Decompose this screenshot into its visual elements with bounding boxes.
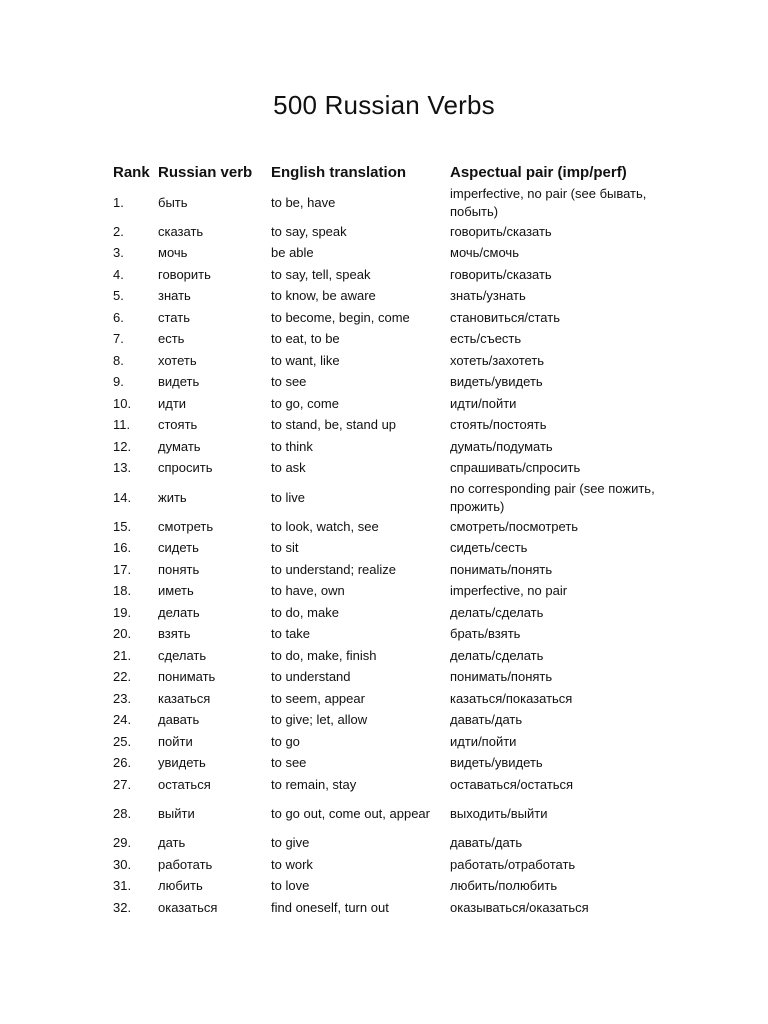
aspectual-pair-cell [450,796,660,833]
english-translation-cell-text: to take [271,626,311,642]
english-translation-cell [271,329,443,351]
russian-verb-cell-text: сделать [158,647,207,663]
rank-cell-text: 1. [113,194,124,210]
aspectual-pair-cell [450,559,660,581]
table-row [0,221,768,243]
verb-table [0,184,768,919]
russian-verb-cell-text: пойти [158,733,193,749]
rank-cell [113,624,155,646]
aspectual-pair-cell [450,602,660,624]
russian-verb-cell-text: мочь [158,245,188,261]
english-translation-cell-text: to see [271,374,307,390]
russian-verb-cell [158,221,268,243]
russian-verb-cell-text: взять [158,626,191,642]
russian-verb-cell [158,602,268,624]
aspectual-pair-cell [450,264,660,286]
aspectual-pair-cell-text: давать/дать [450,712,523,728]
russian-verb-cell-text: понять [158,561,200,577]
aspectual-pair-cell [450,854,660,876]
russian-verb-cell-text: сказать [158,223,204,239]
english-translation-cell [271,372,443,394]
russian-verb-cell [158,479,268,516]
rank-cell [113,350,155,372]
english-translation-cell [271,897,443,919]
rank-cell [113,458,155,480]
english-translation-cell [271,710,443,732]
header-rank: Rank [113,164,150,181]
english-translation-cell-text: to do, make, finish [271,647,377,663]
aspectual-pair-cell-text: думать/подумать [450,438,553,454]
russian-verb-cell-text: иметь [158,583,194,599]
header-russian-verb: Russian verb [158,164,253,181]
english-translation-cell-text: to remain, stay [271,776,357,792]
russian-verb-cell [158,243,268,265]
russian-verb-cell-text: дать [158,835,186,851]
aspectual-pair-cell-text: знать/узнать [450,288,526,304]
rank-cell-text: 23. [113,690,132,706]
english-translation-cell-text: to live [271,489,305,505]
aspectual-pair-cell [450,581,660,603]
table-row [0,667,768,689]
table-row [0,624,768,646]
aspectual-pair-cell-text: спрашивать/спросить [450,460,581,476]
rank-cell [113,731,155,753]
russian-verb-cell-text: спросить [158,460,213,476]
rank-cell [113,796,155,833]
english-translation-cell [271,667,443,689]
aspectual-pair-cell [450,731,660,753]
english-translation-cell [271,538,443,560]
rank-cell [113,307,155,329]
russian-verb-cell-text: любить [158,878,203,894]
english-translation-cell [271,221,443,243]
rank-cell-text: 19. [113,604,132,620]
table-row [0,602,768,624]
table-row [0,286,768,308]
rank-cell-text: 24. [113,712,132,728]
english-translation-cell [271,436,443,458]
rank-cell-text: 21. [113,647,132,663]
table-row [0,559,768,581]
english-translation-cell-text: to give; let, allow [271,712,368,728]
rank-cell-text: 29. [113,835,132,851]
table-row [0,329,768,351]
russian-verb-cell-text: видеть [158,374,200,390]
english-translation-cell [271,774,443,796]
english-translation-cell [271,645,443,667]
english-translation-cell [271,286,443,308]
rank-cell-text: 32. [113,899,132,915]
english-translation-cell [271,796,443,833]
rank-cell [113,264,155,286]
aspectual-pair-cell-text: хотеть/захотеть [450,352,545,368]
russian-verb-cell [158,372,268,394]
rank-cell-text: 11. [113,417,131,433]
aspectual-pair-cell [450,350,660,372]
english-translation-cell [271,393,443,415]
aspectual-pair-cell-text: идти/пойти [450,733,517,749]
rank-cell [113,372,155,394]
table-row [0,458,768,480]
russian-verb-cell [158,350,268,372]
english-translation-cell [271,479,443,516]
table-row [0,372,768,394]
table-row [0,796,768,833]
header-aspectual-pair: Aspectual pair (imp/perf) [450,164,627,181]
rank-cell [113,538,155,560]
aspectual-pair-cell-text: становиться/стать [450,309,560,325]
english-translation-cell-text: to stand, be, stand up [271,417,397,433]
rank-cell [113,221,155,243]
english-translation-cell [271,581,443,603]
table-row [0,307,768,329]
russian-verb-cell [158,559,268,581]
aspectual-pair-cell [450,753,660,775]
table-row [0,645,768,667]
russian-verb-cell [158,538,268,560]
rank-cell [113,854,155,876]
english-translation-cell [271,307,443,329]
russian-verb-cell-text: хотеть [158,352,197,368]
aspectual-pair-cell [450,221,660,243]
aspectual-pair-cell-text: идти/пойти [450,395,517,411]
rank-cell-text: 31. [113,878,132,894]
table-row [0,516,768,538]
english-translation-cell-text: to know, be aware [271,288,376,304]
aspectual-pair-cell-text: казаться/показаться [450,690,573,706]
table-row [0,774,768,796]
russian-verb-cell-text: сидеть [158,540,199,556]
english-translation-cell-text: to become, begin, come [271,309,410,325]
table-row [0,436,768,458]
table-row [0,897,768,919]
rank-cell-text: 8. [113,352,124,368]
aspectual-pair-cell [450,184,660,221]
table-row [0,184,768,221]
table-row [0,688,768,710]
aspectual-pair-cell [450,393,660,415]
header-english-translation: English translation [271,164,407,181]
russian-verb-cell [158,624,268,646]
table-row [0,415,768,437]
russian-verb-cell-text: быть [158,194,188,210]
rank-cell [113,243,155,265]
rank-cell-text: 3. [113,245,124,261]
aspectual-pair-cell-text: есть/съесть [450,331,522,347]
table-row [0,753,768,775]
aspectual-pair-cell [450,538,660,560]
english-translation-cell-text: to go [271,733,300,749]
russian-verb-cell [158,329,268,351]
rank-cell-text: 14. [113,489,132,505]
rank-cell [113,516,155,538]
aspectual-pair-cell [450,307,660,329]
aspectual-pair-cell-text: смотреть/посмотреть [450,518,579,534]
rank-cell [113,710,155,732]
aspectual-pair-cell-text: делать/сделать [450,604,544,620]
rank-cell-text: 20. [113,626,132,642]
rank-cell-text: 30. [113,856,132,872]
aspectual-pair-cell [450,458,660,480]
aspectual-pair-cell [450,710,660,732]
table-row [0,854,768,876]
russian-verb-cell-text: жить [158,489,187,505]
russian-verb-cell [158,731,268,753]
russian-verb-cell-text: знать [158,288,191,304]
aspectual-pair-cell [450,833,660,855]
english-translation-cell [271,264,443,286]
russian-verb-cell [158,307,268,329]
russian-verb-cell [158,774,268,796]
english-translation-cell-text: find oneself, turn out [271,899,389,915]
rank-cell [113,645,155,667]
english-translation-cell-text: to say, speak [271,223,347,239]
english-translation-cell-text: to have, own [271,583,345,599]
english-translation-cell-text: to eat, to be [271,331,340,347]
english-translation-cell-text: to sit [271,540,299,556]
english-translation-cell [271,624,443,646]
russian-verb-cell [158,286,268,308]
aspectual-pair-cell-text: понимать/понять [450,561,553,577]
aspectual-pair-cell-text: выходить/выйти [450,806,548,821]
russian-verb-cell [158,645,268,667]
english-translation-cell-text: to go out, come out, appear [271,806,430,821]
english-translation-cell [271,688,443,710]
aspectual-pair-cell-text: видеть/увидеть [450,374,543,390]
table-row [0,876,768,898]
russian-verb-cell-text: казаться [158,690,211,706]
rank-cell [113,436,155,458]
aspectual-pair-cell-text: давать/дать [450,835,523,851]
russian-verb-cell-text: есть [158,331,185,347]
russian-verb-cell-text: делать [158,604,200,620]
rank-cell [113,184,155,221]
rank-cell [113,667,155,689]
aspectual-pair-cell-text: любить/полюбить [450,878,558,894]
table-row [0,243,768,265]
table-row [0,833,768,855]
aspectual-pair-cell-text: no corresponding pair (see пожить, прожить) [450,480,655,514]
rank-cell [113,602,155,624]
russian-verb-cell-text: понимать [158,669,216,685]
aspectual-pair-cell [450,415,660,437]
english-translation-cell-text: to think [271,438,313,454]
russian-verb-cell-text: смотреть [158,518,214,534]
aspectual-pair-cell-text: делать/сделать [450,647,544,663]
english-translation-cell-text: to work [271,856,313,872]
rank-cell [113,415,155,437]
english-translation-cell-text: to understand [271,669,351,685]
table-row [0,264,768,286]
rank-cell-text: 7. [113,331,124,347]
table-row [0,581,768,603]
english-translation-cell [271,602,443,624]
aspectual-pair-cell-text: imperfective, no pair [450,583,568,599]
russian-verb-cell [158,458,268,480]
rank-cell [113,329,155,351]
russian-verb-cell-text: оказаться [158,899,218,915]
english-translation-cell-text: to give [271,835,310,851]
russian-verb-cell [158,264,268,286]
aspectual-pair-cell [450,286,660,308]
rank-cell-text: 13. [113,460,132,476]
aspectual-pair-cell-text: говорить/сказать [450,266,552,282]
english-translation-cell [271,559,443,581]
english-translation-cell [271,516,443,538]
aspectual-pair-cell [450,774,660,796]
english-translation-cell [271,876,443,898]
aspectual-pair-cell-text: imperfective, no pair (see бывать, побыть) [450,185,647,219]
russian-verb-cell [158,710,268,732]
russian-verb-cell [158,393,268,415]
rank-cell [113,559,155,581]
table-row [0,479,768,516]
table-row [0,393,768,415]
aspectual-pair-cell-text: работать/отработать [450,856,576,872]
rank-cell-text: 10. [113,395,132,411]
table-header [0,162,768,184]
english-translation-cell-text: be able [271,245,314,261]
russian-verb-cell [158,876,268,898]
english-translation-cell-text: to be, have [271,194,336,210]
rank-cell-text: 4. [113,266,124,282]
aspectual-pair-cell [450,436,660,458]
rank-cell-text: 26. [113,755,132,771]
rank-cell-text: 25. [113,733,132,749]
aspectual-pair-cell [450,667,660,689]
rank-cell [113,897,155,919]
aspectual-pair-cell [450,645,660,667]
aspectual-pair-cell-text: брать/взять [450,626,521,642]
russian-verb-cell [158,854,268,876]
rank-cell-text: 18. [113,583,132,599]
russian-verb-cell-text: стать [158,309,190,325]
english-translation-cell-text: to look, watch, see [271,518,379,534]
english-translation-cell-text: to do, make [271,604,339,620]
aspectual-pair-cell [450,876,660,898]
russian-verb-cell [158,436,268,458]
rank-cell-text: 16. [113,540,132,556]
aspectual-pair-cell [450,243,660,265]
english-translation-cell [271,458,443,480]
rank-cell [113,774,155,796]
rank-cell-text: 9. [113,374,124,390]
russian-verb-cell [158,753,268,775]
russian-verb-cell [158,667,268,689]
aspectual-pair-cell [450,329,660,351]
russian-verb-cell-text: выйти [158,806,195,821]
english-translation-cell [271,415,443,437]
rank-cell-text: 17. [113,561,132,577]
aspectual-pair-cell-text: видеть/увидеть [450,755,543,771]
aspectual-pair-cell-text: оставаться/остаться [450,776,574,792]
rank-cell [113,393,155,415]
table-row [0,538,768,560]
rank-cell [113,286,155,308]
english-translation-cell-text: to understand; realize [271,561,397,577]
rank-cell-text: 22. [113,669,132,685]
english-translation-cell-text: to go, come [271,395,339,411]
aspectual-pair-cell-text: оказываться/оказаться [450,899,589,915]
english-translation-cell [271,350,443,372]
aspectual-pair-cell-text: стоять/постоять [450,417,547,433]
english-translation-cell-text: to see [271,755,307,771]
russian-verb-cell-text: давать [158,712,200,728]
russian-verb-cell [158,184,268,221]
table-row [0,350,768,372]
russian-verb-cell-text: остаться [158,776,211,792]
english-translation-cell-text: to seem, appear [271,690,365,706]
rank-cell-text: 15. [113,518,132,534]
rank-cell-text: 27. [113,776,132,792]
rank-cell [113,876,155,898]
aspectual-pair-cell [450,479,660,516]
rank-cell-text: 2. [113,223,124,239]
russian-verb-cell [158,833,268,855]
russian-verb-cell [158,688,268,710]
english-translation-cell-text: to love [271,878,310,894]
english-translation-cell [271,833,443,855]
english-translation-cell [271,731,443,753]
aspectual-pair-cell-text: сидеть/сесть [450,540,528,556]
table-row [0,710,768,732]
rank-cell [113,581,155,603]
rank-cell [113,479,155,516]
rank-cell-text: 6. [113,309,124,325]
russian-verb-cell [158,897,268,919]
aspectual-pair-cell [450,688,660,710]
aspectual-pair-cell-text: понимать/понять [450,669,553,685]
russian-verb-cell [158,796,268,833]
rank-cell-text: 5. [113,288,124,304]
russian-verb-cell-text: стоять [158,417,198,433]
russian-verb-cell-text: говорить [158,266,211,282]
english-translation-cell-text: to want, like [271,352,340,368]
english-translation-cell [271,243,443,265]
table-row [0,731,768,753]
rank-cell-text: 28. [113,806,132,821]
russian-verb-cell [158,581,268,603]
rank-cell-text: 12. [113,438,132,454]
english-translation-cell [271,854,443,876]
english-translation-cell [271,184,443,221]
aspectual-pair-cell-text: говорить/сказать [450,223,552,239]
english-translation-cell-text: to say, tell, speak [271,266,371,282]
russian-verb-cell [158,415,268,437]
russian-verb-cell [158,516,268,538]
english-translation-cell [271,753,443,775]
english-translation-cell-text: to ask [271,460,306,476]
rank-cell [113,833,155,855]
aspectual-pair-cell [450,372,660,394]
aspectual-pair-cell [450,624,660,646]
russian-verb-cell-text: идти [158,395,187,411]
page-title: 500 Russian Verbs [273,90,495,120]
rank-cell [113,688,155,710]
russian-verb-cell-text: думать [158,438,201,454]
rank-cell [113,753,155,775]
aspectual-pair-cell [450,516,660,538]
russian-verb-cell-text: работать [158,856,213,872]
russian-verb-cell-text: увидеть [158,755,206,771]
aspectual-pair-cell [450,897,660,919]
aspectual-pair-cell-text: мочь/смочь [450,245,519,261]
